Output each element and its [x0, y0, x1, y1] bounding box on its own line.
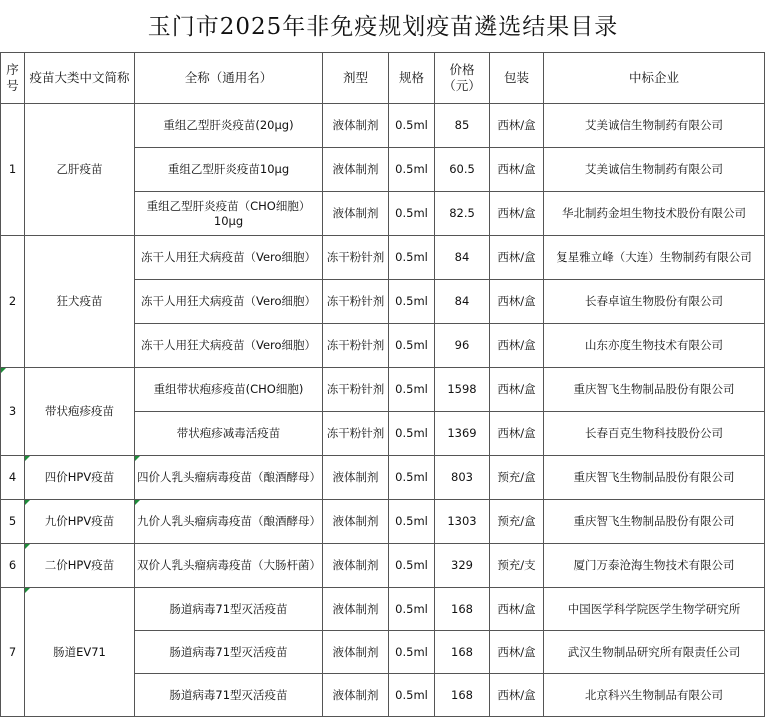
- header-spec: 规格: [389, 53, 435, 104]
- price: 168: [435, 631, 490, 674]
- winning-company: 山东亦度生物技术有限公司: [544, 324, 765, 368]
- packaging: 预充/盒: [490, 500, 544, 544]
- packaging: 西林/盒: [490, 368, 544, 412]
- packaging: 西林/盒: [490, 631, 544, 674]
- header-no: 序号: [1, 53, 25, 104]
- dosage-form: 液体制剂: [323, 674, 389, 717]
- vaccine-name: 冻干人用狂犬病疫苗（Vero细胞）: [135, 280, 323, 324]
- row-number: 5: [1, 500, 25, 544]
- vaccine-name: 双价人乳头瘤病毒疫苗（大肠杆菌）: [135, 544, 323, 588]
- packaging: 西林/盒: [490, 324, 544, 368]
- price: 329: [435, 544, 490, 588]
- dosage-form: 液体制剂: [323, 631, 389, 674]
- specification: 0.5ml: [389, 236, 435, 280]
- table-row: [1, 104, 765, 148]
- vaccine-name: 重组带状疱疹疫苗(CHO细胞): [135, 368, 323, 412]
- winning-company: 长春卓谊生物股份有限公司: [544, 280, 765, 324]
- specification: 0.5ml: [389, 456, 435, 500]
- table-row: [1, 236, 765, 280]
- specification: 0.5ml: [389, 324, 435, 368]
- table-row: [1, 500, 765, 544]
- vaccine-name: 肠道病毒71型灭活疫苗: [135, 631, 323, 674]
- dosage-form: 液体制剂: [323, 588, 389, 631]
- table-row: [1, 544, 765, 588]
- packaging: 西林/盒: [490, 280, 544, 324]
- vaccine-name: 带状疱疹减毒活疫苗: [135, 412, 323, 456]
- winning-company: 华北制药金坦生物技术股份有限公司: [544, 192, 765, 236]
- winning-company: 重庆智飞生物制品股份有限公司: [544, 456, 765, 500]
- packaging: 西林/盒: [490, 236, 544, 280]
- price: 82.5: [435, 192, 490, 236]
- price: 1369: [435, 412, 490, 456]
- specification: 0.5ml: [389, 588, 435, 631]
- winning-company: 北京科兴生物制品有限公司: [544, 674, 765, 717]
- dosage-form: 冻干粉针剂: [323, 324, 389, 368]
- vaccine-name: 九价人乳头瘤病毒疫苗（酿酒酵母）: [135, 500, 323, 544]
- vaccine-table: [0, 52, 765, 717]
- specification: 0.5ml: [389, 412, 435, 456]
- price: 85: [435, 104, 490, 148]
- table-header-row: [1, 53, 765, 104]
- specification: 0.5ml: [389, 104, 435, 148]
- specification: 0.5ml: [389, 544, 435, 588]
- price: 84: [435, 280, 490, 324]
- header-category: 疫苗大类中文简称: [25, 53, 135, 104]
- vaccine-category: 肠道EV71: [25, 588, 135, 717]
- packaging: 西林/盒: [490, 674, 544, 717]
- packaging: 西林/盒: [490, 192, 544, 236]
- vaccine-name: 冻干人用狂犬病疫苗（Vero细胞）: [135, 236, 323, 280]
- vaccine-category: 狂犬疫苗: [25, 236, 135, 368]
- table-row: [1, 456, 765, 500]
- price: 60.5: [435, 148, 490, 192]
- dosage-form: 液体制剂: [323, 456, 389, 500]
- winning-company: 长春百克生物科技股份公司: [544, 412, 765, 456]
- price: 84: [435, 236, 490, 280]
- price: 1598: [435, 368, 490, 412]
- winning-company: 武汉生物制品研究所有限责任公司: [544, 631, 765, 674]
- vaccine-name: 四价人乳头瘤病毒疫苗（酿酒酵母）: [135, 456, 323, 500]
- price: 168: [435, 674, 490, 717]
- header-pack: 包装: [490, 53, 544, 104]
- dosage-form: 液体制剂: [323, 500, 389, 544]
- packaging: 西林/盒: [490, 412, 544, 456]
- vaccine-name: 重组乙型肝炎疫苗10μg: [135, 148, 323, 192]
- packaging: 西林/盒: [490, 588, 544, 631]
- winning-company: 重庆智飞生物制品股份有限公司: [544, 500, 765, 544]
- row-number: 7: [1, 588, 25, 717]
- row-number: 1: [1, 104, 25, 236]
- vaccine-category: 二价HPV疫苗: [25, 544, 135, 588]
- vaccine-name: 重组乙型肝炎疫苗(20μg): [135, 104, 323, 148]
- dosage-form: 液体制剂: [323, 148, 389, 192]
- vaccine-name: 冻干人用狂犬病疫苗（Vero细胞）: [135, 324, 323, 368]
- table-row: [1, 368, 765, 412]
- specification: 0.5ml: [389, 148, 435, 192]
- header-form: 剂型: [323, 53, 389, 104]
- header-price: 价格（元）: [435, 53, 490, 104]
- winning-company: 艾美诚信生物制药有限公司: [544, 148, 765, 192]
- specification: 0.5ml: [389, 192, 435, 236]
- dosage-form: 冻干粉针剂: [323, 412, 389, 456]
- packaging: 预充/盒: [490, 456, 544, 500]
- price: 96: [435, 324, 490, 368]
- packaging: 西林/盒: [490, 104, 544, 148]
- vaccine-name: 肠道病毒71型灭活疫苗: [135, 674, 323, 717]
- vaccine-category: 乙肝疫苗: [25, 104, 135, 236]
- winning-company: 中国医学科学院医学生物学研究所: [544, 588, 765, 631]
- packaging: 预充/支: [490, 544, 544, 588]
- vaccine-name: 肠道病毒71型灭活疫苗: [135, 588, 323, 631]
- winning-company: 厦门万泰沧海生物技术有限公司: [544, 544, 765, 588]
- dosage-form: 冻干粉针剂: [323, 368, 389, 412]
- row-number: 4: [1, 456, 25, 500]
- packaging: 西林/盒: [490, 148, 544, 192]
- vaccine-name: 重组乙型肝炎疫苗（CHO细胞）10μg: [135, 192, 323, 236]
- dosage-form: 液体制剂: [323, 192, 389, 236]
- specification: 0.5ml: [389, 368, 435, 412]
- dosage-form: 液体制剂: [323, 544, 389, 588]
- row-number: 2: [1, 236, 25, 368]
- winning-company: 艾美诚信生物制药有限公司: [544, 104, 765, 148]
- price: 1303: [435, 500, 490, 544]
- winning-company: 复星雅立峰（大连）生物制药有限公司: [544, 236, 765, 280]
- row-number: 6: [1, 544, 25, 588]
- vaccine-category: 带状疱疹疫苗: [25, 368, 135, 456]
- vaccine-category: 四价HPV疫苗: [25, 456, 135, 500]
- vaccine-category: 九价HPV疫苗: [25, 500, 135, 544]
- row-number: 3: [1, 368, 25, 456]
- price: 168: [435, 588, 490, 631]
- winning-company: 重庆智飞生物制品股份有限公司: [544, 368, 765, 412]
- dosage-form: 冻干粉针剂: [323, 280, 389, 324]
- specification: 0.5ml: [389, 500, 435, 544]
- price: 803: [435, 456, 490, 500]
- dosage-form: 冻干粉针剂: [323, 236, 389, 280]
- specification: 0.5ml: [389, 631, 435, 674]
- header-name: 全称（通用名）: [135, 53, 323, 104]
- specification: 0.5ml: [389, 674, 435, 717]
- dosage-form: 液体制剂: [323, 104, 389, 148]
- specification: 0.5ml: [389, 280, 435, 324]
- table-row: [1, 588, 765, 631]
- page-title: 玉门市2025年非免疫规划疫苗遴选结果目录: [147, 14, 619, 40]
- header-company: 中标企业: [544, 53, 765, 104]
